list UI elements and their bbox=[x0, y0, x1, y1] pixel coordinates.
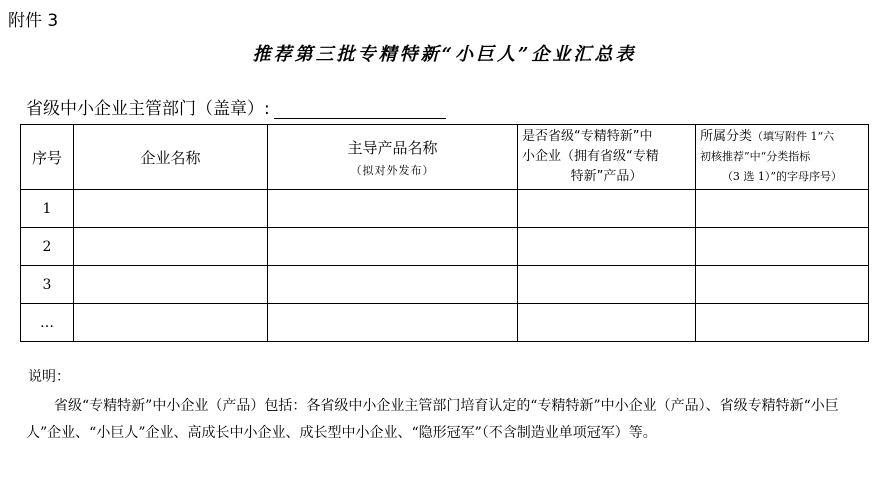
cell-seq: 1 bbox=[21, 190, 74, 228]
cell-category[interactable] bbox=[696, 266, 869, 304]
cell-provincial-status[interactable] bbox=[518, 190, 696, 228]
attachment-label: 附件 3 bbox=[8, 11, 59, 31]
table-header-row bbox=[21, 125, 869, 190]
cell-seq: … bbox=[21, 304, 74, 342]
cell-company-name[interactable] bbox=[74, 228, 268, 266]
cell-company-name[interactable] bbox=[74, 190, 268, 228]
cell-seq: 2 bbox=[21, 228, 74, 266]
cell-company-name[interactable] bbox=[74, 304, 268, 342]
department-line bbox=[26, 94, 446, 119]
notes-text: 省级“专精特新”中小企业（产品）包括：各省级中小企业主管部门培育认定的“专精特新”中小企业（产品）、省级专精特新“小巨人”企业、“小巨人”企业、高成长中小企业、成长型中小企业、“隐形冠军”（不含制造业单项冠军）等。 bbox=[26, 398, 839, 441]
cell-provincial-status[interactable] bbox=[518, 304, 696, 342]
header-product-note: （拟对外发布） bbox=[350, 163, 435, 177]
header-category: 所属分类（填写附件 1“六 初核推荐”中“分类指标 （3 选 1）”的字母序号） bbox=[696, 125, 869, 190]
cell-provincial-status[interactable] bbox=[518, 228, 696, 266]
table-row bbox=[21, 228, 869, 266]
header-company-name: 企业名称 bbox=[74, 125, 268, 190]
department-label: 省级中小企业主管部门（盖章）: bbox=[26, 99, 270, 119]
cell-main-product[interactable] bbox=[268, 304, 518, 342]
cell-category[interactable] bbox=[696, 190, 869, 228]
cell-main-product[interactable] bbox=[268, 190, 518, 228]
cell-provincial-status[interactable] bbox=[518, 266, 696, 304]
table-row bbox=[21, 190, 869, 228]
cell-seq: 3 bbox=[21, 266, 74, 304]
department-seal-blank[interactable] bbox=[274, 100, 446, 119]
header-main-product: 主导产品名称 （拟对外发布） bbox=[268, 125, 518, 190]
cell-category[interactable] bbox=[696, 304, 869, 342]
cell-category[interactable] bbox=[696, 228, 869, 266]
table-row bbox=[21, 304, 869, 342]
table-row bbox=[21, 266, 869, 304]
header-seq: 序号 bbox=[21, 125, 74, 190]
document-title: 推荐第三批专精特新“小巨人”企业汇总表 bbox=[252, 44, 637, 65]
notes-label: 说明： bbox=[28, 369, 70, 385]
summary-table bbox=[20, 124, 869, 342]
cell-main-product[interactable] bbox=[268, 228, 518, 266]
header-provincial-status: 是否省级“专精特新”中 小企业（拥有省级“专精 特新”产品） bbox=[518, 125, 696, 190]
cell-main-product[interactable] bbox=[268, 266, 518, 304]
cell-company-name[interactable] bbox=[74, 266, 268, 304]
